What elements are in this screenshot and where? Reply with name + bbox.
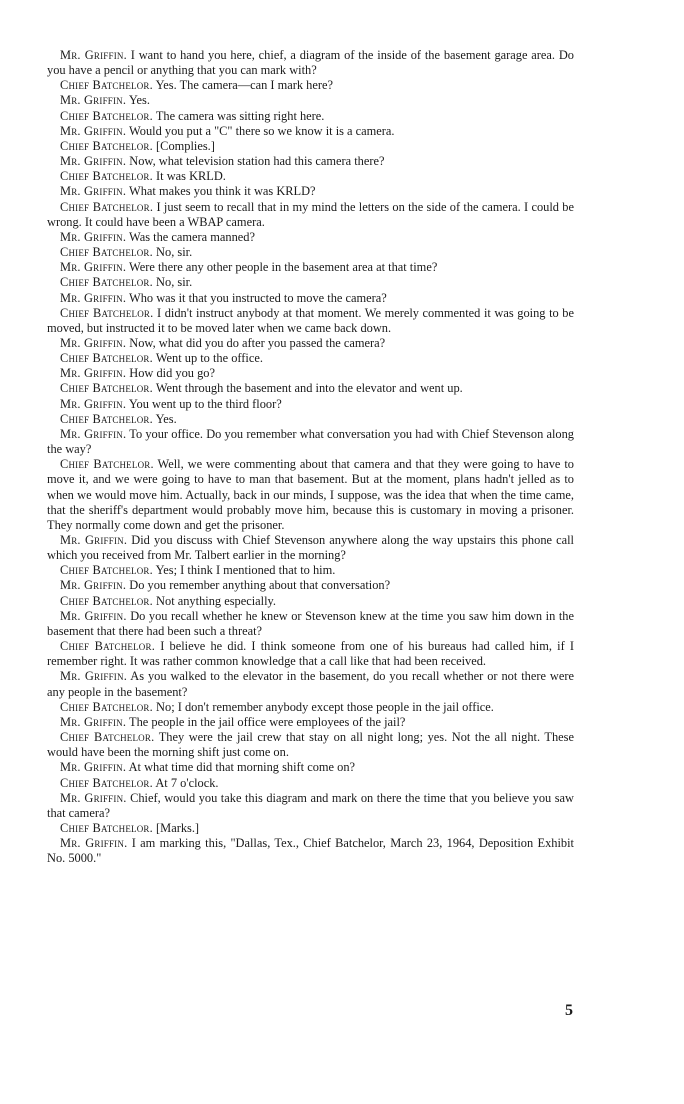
speaker-name: Mr. Griffin. xyxy=(60,578,127,593)
speech-text: Not anything especially. xyxy=(156,593,277,608)
transcript-paragraph xyxy=(47,836,574,866)
speaker-name: Chief Batchelor. xyxy=(60,457,154,472)
transcript-paragraph xyxy=(47,563,574,578)
speech-text: Would you put a "C" there so we know it is a camera. xyxy=(129,123,395,138)
speech-text: I am marking this, "Dallas, Tex., Chief Batchelor, March 23, 1964, Deposition Exhibit No. 5000." xyxy=(47,836,574,866)
speaker-name: Chief Batchelor. xyxy=(60,699,153,714)
speech-text: The people in the jail office were employees of the jail? xyxy=(129,714,406,729)
speaker-name: Mr. Griffin. xyxy=(60,790,127,805)
speaker-name: Chief Batchelor. xyxy=(60,775,153,790)
transcript-paragraph xyxy=(47,245,574,260)
speech-text: Yes. xyxy=(128,93,150,108)
transcript-paragraph xyxy=(47,139,574,154)
speaker-name: Mr. Griffin. xyxy=(60,426,127,441)
speech-text: Who was it that you instructed to move the camera? xyxy=(129,290,387,305)
transcript-paragraph xyxy=(47,776,574,791)
transcript-paragraph xyxy=(47,594,574,609)
page-number: 5 xyxy=(565,1002,573,1019)
speaker-name: Chief Batchelor. xyxy=(60,593,153,608)
speech-text: Went up to the office. xyxy=(155,351,263,366)
speaker-name: Mr. Griffin. xyxy=(60,396,127,411)
speech-text: Do you remember anything about that conversation? xyxy=(129,578,391,593)
transcript-paragraph xyxy=(47,760,574,775)
transcript-paragraph xyxy=(47,169,574,184)
speaker-name: Mr. Griffin. xyxy=(60,154,127,169)
speech-text: Were there any other people in the basement area at that time? xyxy=(129,260,438,275)
speech-text: I just seem to recall that in my mind the letters on the side of the camera. I could be wrong. It could have been a WBAP camera. xyxy=(47,199,574,229)
transcript-paragraph xyxy=(47,669,574,699)
speech-text: The camera was sitting right here. xyxy=(155,108,325,123)
transcript-paragraph xyxy=(47,715,574,730)
transcript-paragraph xyxy=(47,78,574,93)
transcript-paragraph xyxy=(47,533,574,563)
transcript-paragraph xyxy=(47,700,574,715)
transcript-paragraph xyxy=(47,124,574,139)
speaker-name: Chief Batchelor. xyxy=(60,138,153,153)
speaker-name: Chief Batchelor. xyxy=(60,199,154,214)
transcript-paragraph xyxy=(47,578,574,593)
speaker-name: Chief Batchelor. xyxy=(60,169,153,184)
speech-text: Yes; I think I mentioned that to him. xyxy=(155,563,336,578)
speech-text: I didn't instruct anybody at that moment. We merely commented it was going to be moved, but instructed it to be moved later when we came back down. xyxy=(47,305,574,335)
speech-text: Yes. The camera—can I mark here? xyxy=(155,78,333,93)
speaker-name: Mr. Griffin. xyxy=(60,229,127,244)
transcript-paragraph xyxy=(47,381,574,396)
speaker-name: Mr. Griffin. xyxy=(60,714,127,729)
transcript-paragraph xyxy=(47,260,574,275)
transcript-paragraph xyxy=(47,336,574,351)
speech-text: Now, what television station had this camera there? xyxy=(129,154,385,169)
transcript-paragraph xyxy=(47,730,574,760)
transcript-paragraph xyxy=(47,109,574,124)
transcript-paragraph xyxy=(47,351,574,366)
speaker-name: Chief Batchelor. xyxy=(60,351,153,366)
speech-text: Well, we were commenting about that camera and that they were going to have to move it, and we were going to have to man that basement. But at the moment, plans hadn't jelled as to when we would move him. Actually, back in our minds, I suppose, was the idea that when the time came, that the sheriff's department would probably move him, because this is customary in moving a prisoner. They normally come down and get the prisoner. xyxy=(47,457,575,532)
transcript-paragraph xyxy=(47,93,574,108)
transcript-paragraph xyxy=(47,457,574,533)
speech-text: Yes. xyxy=(155,411,177,426)
speaker-name: Chief Batchelor. xyxy=(60,245,153,260)
speech-text: Do you recall whether he knew or Stevenson knew at the time you saw him down in the basement that there had been such a threat? xyxy=(47,608,574,638)
speaker-name: Mr. Griffin. xyxy=(60,335,127,350)
speaker-name: Mr. Griffin. xyxy=(60,669,128,684)
transcript-paragraph xyxy=(47,48,574,78)
transcript-paragraph xyxy=(47,427,574,457)
speech-text: Was the camera manned? xyxy=(129,229,255,244)
transcript-paragraph xyxy=(47,230,574,245)
transcript-paragraph xyxy=(47,366,574,381)
transcript-paragraph xyxy=(47,291,574,306)
speaker-name: Chief Batchelor. xyxy=(60,563,153,578)
speech-text: As you walked to the elevator in the basement, do you recall whether or not there were any people in the basement? xyxy=(47,669,574,699)
transcript-paragraph xyxy=(47,306,574,336)
speaker-name: Chief Batchelor. xyxy=(60,108,153,123)
speech-text: At what time did that morning shift come on? xyxy=(128,760,356,775)
speaker-name: Mr. Griffin. xyxy=(60,93,127,108)
speaker-name: Mr. Griffin. xyxy=(60,184,127,199)
speech-text: Did you discuss with Chief Stevenson anywhere along the way upstairs this phone call which you received from Mr. Talbert earlier in the morning? xyxy=(47,533,574,563)
speaker-name: Chief Batchelor. xyxy=(60,78,153,93)
speaker-name: Chief Batchelor. xyxy=(60,820,153,835)
transcript-paragraph xyxy=(47,791,574,821)
speech-text: Went through the basement and into the elevator and went up. xyxy=(155,381,463,396)
speaker-name: Mr. Griffin. xyxy=(60,260,127,275)
speaker-name: Chief Batchelor. xyxy=(60,730,155,745)
speech-text: It was KRLD. xyxy=(156,169,226,184)
speech-text: Now, what did you do after you passed the camera? xyxy=(129,335,386,350)
transcript-paragraph xyxy=(47,200,574,230)
speech-text: You went up to the third floor? xyxy=(128,396,282,411)
speaker-name: Mr. Griffin. xyxy=(60,608,127,623)
transcript-paragraph xyxy=(47,412,574,427)
speaker-name: Mr. Griffin. xyxy=(60,290,127,305)
speech-text: No, sir. xyxy=(156,275,193,290)
speech-text: They were the jail crew that stay on all night long; yes. Not the all night. These would have been the morning shift just come on. xyxy=(47,730,574,760)
speech-text: No, sir. xyxy=(156,245,193,260)
speaker-name: Mr. Griffin. xyxy=(60,760,127,775)
transcript-body xyxy=(47,48,574,866)
transcript-paragraph xyxy=(47,821,574,836)
speech-text: No; I don't remember anybody except those people in the jail office. xyxy=(156,699,494,714)
transcript-paragraph xyxy=(47,275,574,290)
transcript-paragraph xyxy=(47,639,574,669)
transcript-paragraph xyxy=(47,184,574,199)
speech-text: [Complies.] xyxy=(156,138,215,153)
speaker-name: Mr. Griffin. xyxy=(60,366,127,381)
speaker-name: Mr. Griffin. xyxy=(60,533,128,547)
speech-text: Chief, would you take this diagram and mark on there the time that you believe you saw that camera? xyxy=(47,790,574,820)
speech-text: What makes you think it was KRLD? xyxy=(129,184,316,199)
speech-text: I believe he did. I think someone from one of his bureaus had called him, if I remember right. It was rather common knowledge that a call like that had been received. xyxy=(47,639,574,669)
speaker-name: Chief Batchelor. xyxy=(60,381,153,396)
speech-text: [Marks.] xyxy=(156,820,200,835)
speaker-name: Mr. Griffin. xyxy=(60,123,127,138)
speaker-name: Chief Batchelor. xyxy=(60,275,153,290)
speech-text: To your office. Do you remember what conversation you had with Chief Stevenson along the way? xyxy=(47,426,574,457)
speech-text: How did you go? xyxy=(129,366,215,381)
transcript-paragraph xyxy=(47,609,574,639)
speaker-name: Chief Batchelor. xyxy=(60,639,156,654)
transcript-paragraph xyxy=(47,397,574,412)
speaker-name: Chief Batchelor. xyxy=(60,305,154,320)
speaker-name: Mr. Griffin. xyxy=(60,48,127,62)
transcript-paragraph xyxy=(47,154,574,169)
speech-text: I want to hand you here, chief, a diagram of the inside of the basement garage area. Do you have a pencil or anything that you can mark with? xyxy=(47,48,574,78)
speaker-name: Chief Batchelor. xyxy=(60,411,153,426)
speaker-name: Mr. Griffin. xyxy=(60,836,128,851)
speech-text: At 7 o'clock. xyxy=(155,775,219,790)
